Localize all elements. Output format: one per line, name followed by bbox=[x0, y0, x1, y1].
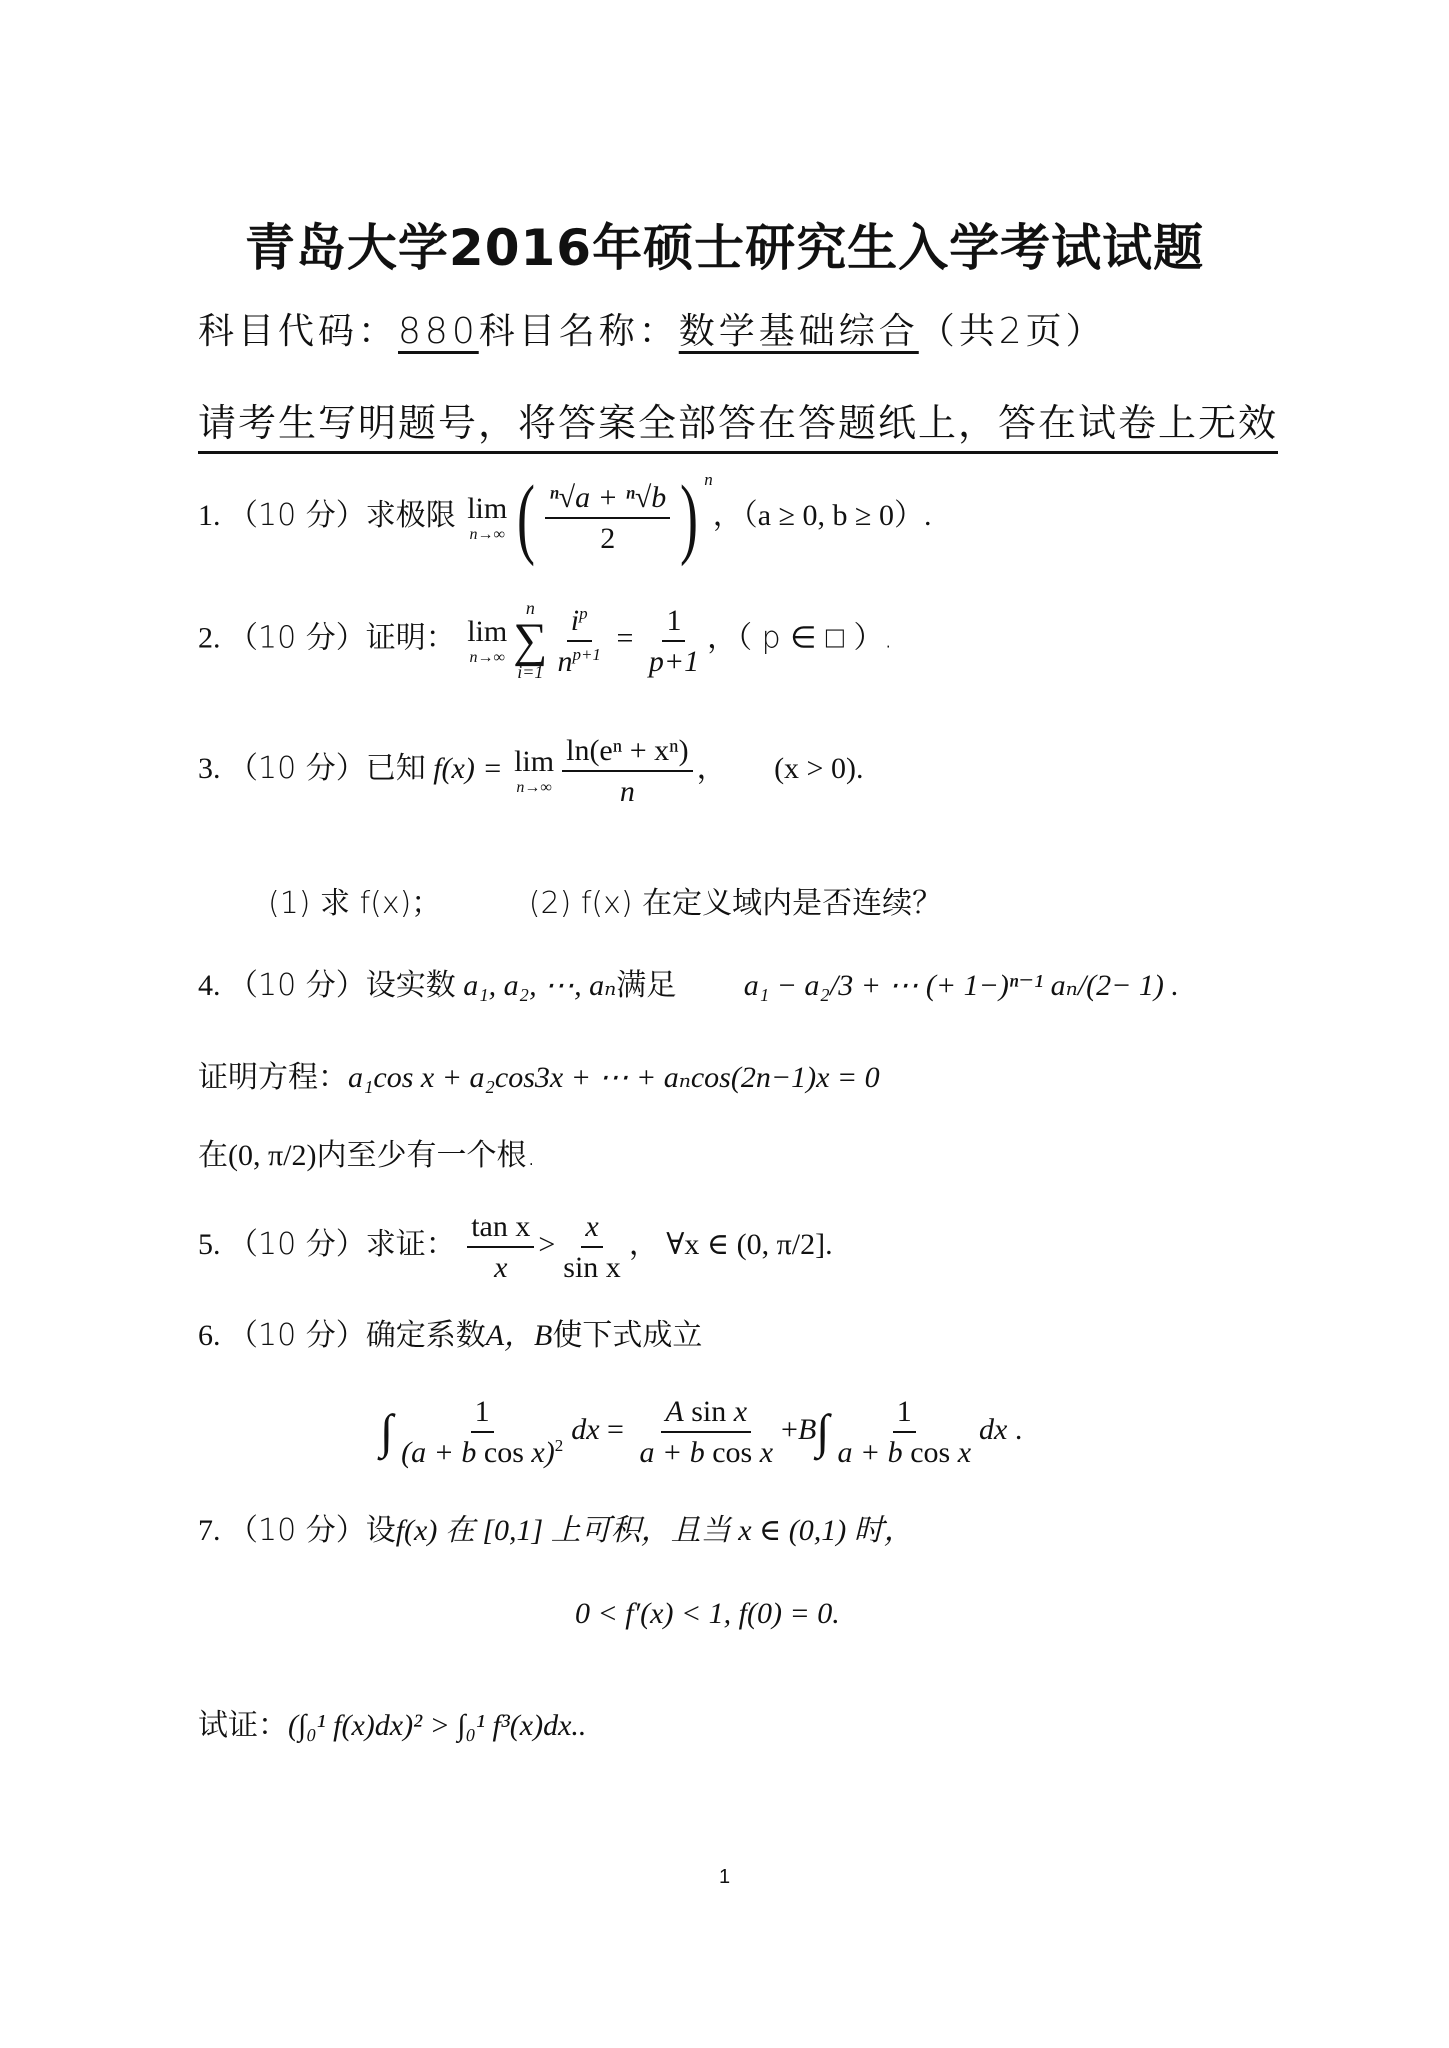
question-prefix: 已知 bbox=[365, 750, 426, 786]
question-points: （10 分） bbox=[228, 1318, 366, 1353]
question-3-parts bbox=[268, 878, 942, 922]
question-number: 5. bbox=[198, 1227, 221, 1261]
question-condition: a₁ − a₂/3 + ⋯ (+ 1−)ⁿ⁻¹ aₙ/(2− 1) . bbox=[743, 969, 1179, 1002]
question-points: （10 分） bbox=[228, 498, 366, 533]
question-4: 4. （10 分）设实数 a₁, a₂, ⋯, aₙ满足 a₁ − a₂/3 + ⋯ (+ 1−)ⁿ⁻¹ aₙ/(2− 1) . bbox=[198, 968, 1179, 1003]
question-number: 7. bbox=[198, 1514, 221, 1547]
question-points: （10 分） bbox=[228, 1226, 366, 1262]
subject-code: 880 bbox=[398, 311, 479, 352]
question-part-1: (1) 求 f(x)； bbox=[268, 886, 442, 921]
question-6-equation: ∫ $\frac{1}{(a + b \cos x)^2}$ dx = $\frac{\text{A sin x}}{\text{a + b cos x}}$ +B∫ $\frac{1}{\text{a + b cos x}}$ dx . bbox=[380, 1395, 1023, 1469]
question-3: 3. （10 分）已知 f(x) = lim n→∞ $\frac{\text{ln(eⁿ + xⁿ)}}{n}$ ， (x > 0). bbox=[198, 734, 864, 808]
question-2: 2. （10 分）证明： lim n→∞ n ∑ i=1 $\frac{i^p}{n^{p+1}}$ = $\frac{1}{p+1}$ ，（ p ∈ □ ）. bbox=[198, 598, 894, 683]
question-number: 1. bbox=[198, 499, 221, 532]
limit: lim n→∞ bbox=[467, 614, 508, 666]
question-number: 4. bbox=[198, 969, 221, 1002]
page-count: （共2页） bbox=[918, 311, 1106, 352]
question-6: 6. （10 分）确定系数A，B使下式成立 bbox=[198, 1318, 703, 1353]
subject-code-label: 科目代码： bbox=[198, 311, 399, 352]
question-condition: (x > 0). bbox=[774, 751, 864, 785]
page-number: 1 bbox=[718, 1866, 731, 1888]
limit: lim n→∞ bbox=[514, 745, 555, 796]
inequality: (∫₀¹ f(x)dx)² > ∫₀¹ f³(x)dx.. bbox=[288, 1709, 587, 1742]
limit: lim n→∞ bbox=[467, 492, 508, 544]
question-1: 1. （10 分）求极限 lim n→∞ ( $\frac{\text{ⁿ√a + ⁿ√b}}{2}$ ) $^n$，（a ≥ 0, b ≥ 0）. bbox=[198, 468, 932, 568]
exam-notice: 请考生写明题号，将答案全部答在答题纸上，答在试卷上无效 bbox=[198, 392, 1278, 454]
question-points: （10 分） bbox=[228, 750, 366, 786]
question-4-line2: 证明方程：a₁cos x + a₂cos3x + ⋯ + aₙcos(2n−1)x = 0 bbox=[198, 1060, 880, 1095]
question-points: （10 分） bbox=[228, 968, 366, 1003]
question-4-line3: 在(0, π/2)内至少有一个根. bbox=[198, 1138, 537, 1173]
question-part-2: (2) f(x) 在定义域内是否连续？ bbox=[528, 886, 943, 921]
question-points: （10 分） bbox=[228, 620, 366, 656]
question-suffix: ，（a ≥ 0, b ≥ 0）. bbox=[712, 499, 932, 532]
subject-name-label: 科目名称： bbox=[478, 311, 679, 352]
fraction: $\frac{\text{ⁿ√a + ⁿ√b}}{2}$ bbox=[545, 481, 670, 555]
question-number: 2. bbox=[198, 621, 221, 655]
exam-title: 青岛大学2016年硕士研究生入学考试试题 bbox=[244, 219, 1205, 277]
question-points: （10 分） bbox=[228, 1513, 366, 1548]
subject-name: 数学基础综合 bbox=[678, 311, 919, 352]
subject-line bbox=[198, 303, 1106, 354]
summation: n ∑ i=1 bbox=[513, 598, 548, 683]
question-5: 5. （10 分）求证： $\frac{\text{tan x}}{x}$ > $\frac{x}{\text{sin x}}$ ， ∀x ∈ (0, π/2]. bbox=[198, 1210, 833, 1284]
equation: a₁cos x + a₂cos3x + ⋯ + aₙcos(2n−1)x = 0 bbox=[348, 1061, 880, 1094]
question-number: 3. bbox=[198, 751, 221, 785]
question-7-prove: 试证：(∫₀¹ f(x)dx)² > ∫₀¹ f³(x)dx.. bbox=[198, 1708, 587, 1743]
question-prefix: 求极限 bbox=[365, 498, 456, 533]
question-number: 6. bbox=[198, 1319, 221, 1352]
question-7-condition: 0 < f′(x) < 1, f(0) = 0. bbox=[575, 1597, 840, 1630]
question-7: 7. （10 分）设f(x) 在 [0,1] 上可积，且当 x ∈ (0,1) 时， bbox=[198, 1513, 914, 1548]
question-suffix: ，（ p ∈ □ ）. bbox=[707, 620, 894, 656]
question-prefix: 证明： bbox=[365, 620, 456, 656]
